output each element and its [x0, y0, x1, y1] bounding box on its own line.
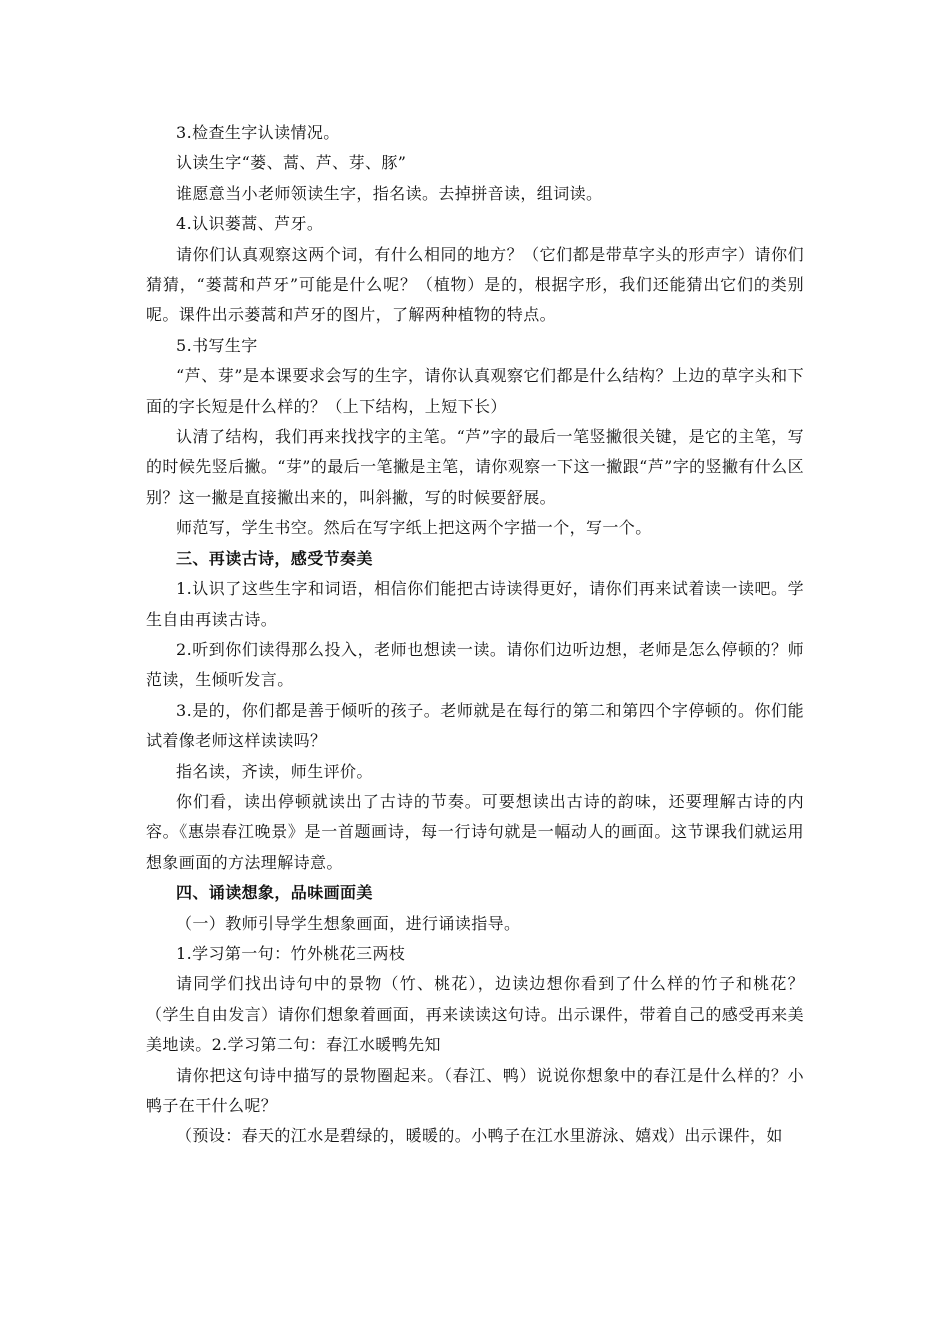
paragraph-bamboo-peach: 请同学们找出诗句中的景物（竹、桃花），边读边想你看到了什么样的竹子和桃花？（学生自由发言）请你们想象着画面，再来读读这句诗。出示课件，带着自己的感受再来美美地读。2.学习第二句：春江水暖鸭先知: [146, 974, 804, 1055]
paragraph-write-chars-heading: 5.书写生字: [176, 335, 258, 355]
paragraph-structure: “芦、芽”是本课要求会写的生字，请你认真观察它们都是什么结构？上边的草字头和下面的字长短是什么样的？（上下结构，上短下长）: [146, 366, 804, 416]
section-heading-imagery: 四、诵读想象，品味画面美: [176, 883, 373, 903]
paragraph-main-stroke: 认清了结构，我们再来找找字的主笔。“芦”字的最后一笔竖撇很关键，是它的主笔，写的时候先竖后撇。“芽”的最后一笔撇是主笔，请你观察一下这一撇跟“芦”字的竖撇有什么区别？这一撇是直接撇出来的，叫斜撇，写的时候要舒展。: [146, 427, 804, 507]
paragraph-pause-rule: 3.是的，你们都是善于倾听的孩子。老师就是在每行的第二和第四个字停顿的。你们能试着像老师这样读读吗？: [146, 700, 804, 751]
paragraph-demo-writing: 师范写，学生书空。然后在写字纸上把这两个字描一个，写一个。: [176, 518, 652, 538]
paragraph-read-again: 1.认识了这些生字和词语，相信你们能把古诗读得更好，请你们再来试着读一读吧。学生自由再读古诗。: [146, 579, 804, 629]
paragraph-check-reading: 3.检查生字认读情况。: [176, 123, 340, 142]
paragraph-guide-imagination: （一）教师引导学生想象画面，进行诵读指导。: [176, 913, 521, 933]
paragraph-read-new-chars: 认读生字“蒌、蒿、芦、芽、豚”: [176, 153, 407, 173]
section-heading-rhythm: 三、再读古诗，感受节奏美: [176, 548, 373, 568]
paragraph-spring-river: 请你把这句诗中描写的景物圈起来。（春江、鸭）说说你想象中的春江是什么样的？小鸭子在干什么呢？: [146, 1065, 804, 1115]
paragraph-first-line-heading: 1.学习第一句：竹外桃花三两枝: [176, 943, 406, 963]
paragraph-know-plants-heading: 4.认识蒌蒿、芦牙。: [176, 214, 324, 234]
paragraph-evaluate: 指名读，齐读，师生评价。: [176, 761, 373, 781]
paragraph-little-teacher: 谁愿意当小老师领读生字，指名读。去掉拼音读，组词读。: [176, 183, 603, 203]
paragraph-teacher-reads: 2.听到你们读得那么投入，老师也想读一读。请你们边听边想，老师是怎么停顿的？师范读，生倾听发言。: [146, 639, 804, 690]
paragraph-preset-answer: （预设：春天的江水是碧绿的，暖暖的。小鸭子在江水里游泳、嬉戏）出示课件，如: [176, 1126, 783, 1146]
document-body: [146, 118, 804, 1152]
paragraph-observe-words: 请你们认真观察这两个词，有什么相同的地方？（它们都是带草字头的形声字）请你们猜猜，“蒌蒿和芦牙”可能是什么呢？（植物）是的，根据字形，我们还能猜出它们的类别呢。课件出示蒌蒿和芦牙的图片，了解两种植物的特点。: [146, 244, 804, 325]
paragraph-rhythm-summary: 你们看，读出停顿就读出了古诗的节奏。可要想读出古诗的韵味，还要理解古诗的内容。《惠崇春江晚景》是一首题画诗，每一行诗句就是一幅动人的画面。这节课我们就运用想象画面的方法理解诗意。: [146, 791, 804, 872]
